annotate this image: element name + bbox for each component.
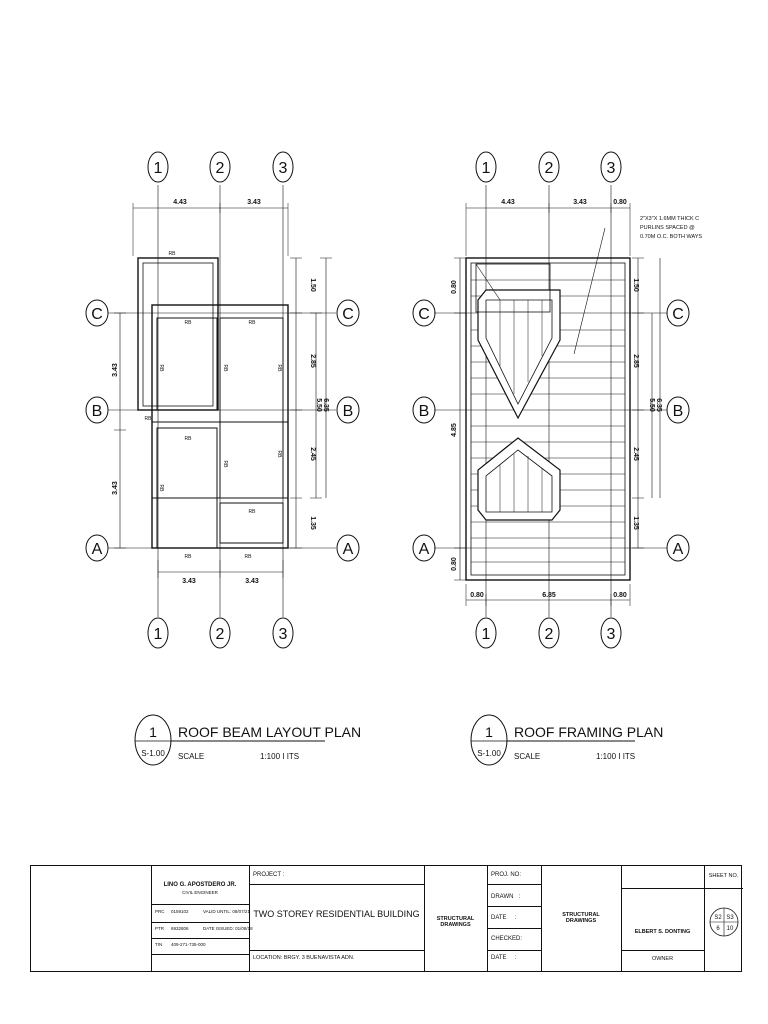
sheet-ref: S-1.00: [477, 749, 501, 758]
valid-until: VALID UNTIL: 08/07/21: [203, 909, 250, 914]
dim-label: 0.80: [451, 280, 458, 294]
grid-label: 3: [606, 626, 616, 643]
drawn: DRAWN :: [491, 894, 521, 900]
scale-value: 1:100 I ITS: [596, 752, 636, 761]
grid-label: 1: [153, 160, 163, 177]
prc-value: 0159102: [171, 909, 189, 914]
grid-label: 3: [278, 160, 288, 177]
owner-name: ELBERT S. DONTING: [634, 929, 691, 935]
project-location: LOCATION: BRGY. 3 BUENAVISTA ADN.: [253, 955, 355, 961]
project-label: PROJECT :: [253, 872, 285, 878]
dim-label: 1.50: [309, 278, 316, 292]
grid-label: 1: [481, 626, 491, 643]
beam-label: RB: [222, 460, 228, 468]
grid-label: A: [342, 541, 354, 558]
grid-label: B: [91, 403, 103, 420]
dim-label: 0.80: [613, 592, 627, 599]
beam-label: RB: [184, 436, 192, 442]
dim-label: 5.50: [648, 398, 655, 412]
dim-label: 1.35: [309, 516, 316, 530]
beam-label: RB: [184, 320, 192, 326]
beam-label: RB: [244, 554, 252, 560]
left-title-callout: [135, 715, 361, 765]
sheet-ref: S-1.00: [141, 749, 165, 758]
dim-label: 3.43: [247, 199, 261, 206]
grid-label: C: [418, 306, 430, 323]
dim-label: 3.43: [573, 199, 587, 206]
purlin-note: [640, 216, 702, 240]
dim-label: 0.80: [470, 592, 484, 599]
dim-label: 1.35: [632, 516, 639, 530]
left-plan-labels: [91, 160, 354, 643]
scale-value: 1:100 I ITS: [260, 752, 300, 761]
grid-label: 3: [278, 626, 288, 643]
grid-label: 2: [544, 626, 554, 643]
grid-label: C: [342, 306, 354, 323]
beam-label: RB: [276, 364, 282, 372]
dim-label: 2.45: [309, 447, 316, 461]
ptr-label: PTR: [155, 926, 164, 931]
beam-label: RB: [144, 416, 152, 422]
dim-label: 6.35: [322, 398, 329, 412]
plan-title: ROOF BEAM LAYOUT PLAN: [178, 724, 362, 740]
dim-label: 4.85: [451, 423, 458, 437]
sheet-bottom-right: 10: [726, 926, 734, 932]
title-block: [30, 865, 742, 972]
date: DATE :: [491, 915, 517, 921]
beam-label: RB: [168, 251, 176, 257]
dim-label: 0.80: [451, 557, 458, 571]
note-line: 2"X3"X 1.6MM THICK C: [640, 216, 700, 222]
beam-label: RB: [158, 364, 164, 372]
dim-label: 3.43: [112, 481, 119, 495]
sheet-top-left: S2: [714, 915, 722, 921]
dim-label: 4.43: [501, 199, 515, 206]
detail-number: 1: [149, 724, 157, 740]
grid-label: B: [342, 403, 354, 420]
grid-label: B: [672, 403, 684, 420]
date-issued: DATE ISSUED: 01/08/18: [203, 926, 253, 931]
beam-label: RB: [276, 450, 282, 458]
grid-label: C: [91, 306, 103, 323]
grid-label: B: [418, 403, 430, 420]
beam-label: RB: [222, 364, 228, 372]
grid-label: A: [418, 541, 430, 558]
grid-label: 2: [544, 160, 554, 177]
project-name: TWO STOREY RESIDENTIAL BUILDING: [253, 909, 420, 919]
dim-label: 6.85: [542, 592, 556, 599]
dim-label: 2.85: [309, 354, 316, 368]
grid-label: 2: [215, 626, 225, 643]
grid-label: 2: [215, 160, 225, 177]
ptr-value: 6932806: [171, 926, 189, 931]
grid-label: C: [672, 306, 684, 323]
checked: CHECKED:: [491, 936, 523, 942]
sheet-number-badge: [708, 906, 740, 938]
beam-label: RB: [248, 320, 256, 326]
sheet-top-right: S3: [726, 915, 734, 921]
dim-label: 3.43: [112, 363, 119, 377]
prc-label: PRC: [155, 909, 165, 914]
sheet-no-label: SHEET NO.: [708, 873, 739, 879]
dim-label: 1.50: [632, 278, 639, 292]
dim-label: 2.45: [632, 447, 639, 461]
drawings-label: STRUCTURAL DRAWINGS: [436, 916, 475, 929]
engineer-title: CIVIL ENGINEER: [182, 890, 218, 895]
detail-number: 1: [485, 724, 493, 740]
date: DATE :: [491, 955, 517, 961]
grid-label: 1: [481, 160, 491, 177]
grid-label: A: [672, 541, 684, 558]
scale-label: SCALE: [514, 752, 541, 761]
dim-label: 6.35: [655, 398, 662, 412]
grid-label: 3: [606, 160, 616, 177]
engineer-name: LINO G. APOSTDERO JR.: [163, 882, 237, 888]
grid-label: A: [91, 541, 103, 558]
right-title-callout: [471, 715, 663, 765]
right-plan-labels: [418, 160, 684, 643]
note-line: 0.70M O.C. BOTH WAYS: [640, 234, 703, 240]
dim-label: 4.43: [173, 199, 187, 206]
dim-label: 0.80: [613, 199, 627, 206]
beam-label: RB: [158, 484, 164, 492]
drawings-label: STRUCTURAL DRAWINGS: [562, 912, 600, 925]
note-line: PURLINS SPACED @: [640, 225, 695, 231]
dim-label: 2.85: [632, 354, 639, 368]
scale-label: SCALE: [178, 752, 205, 761]
tin-label: TIN: [155, 942, 163, 947]
sheet-bottom-left: 6: [716, 926, 720, 932]
beam-label: RB: [248, 509, 256, 515]
proj-no: PROJ. NO:: [491, 872, 522, 878]
dim-label: 3.43: [182, 578, 196, 585]
grid-label: 1: [153, 626, 163, 643]
tin-value: 409-271-735-000: [171, 942, 206, 947]
dim-label: 3.43: [245, 578, 259, 585]
plan-title: ROOF FRAMING PLAN: [514, 724, 664, 740]
dim-label: 5.50: [315, 398, 322, 412]
owner-label: OWNER: [651, 956, 674, 962]
beam-label: RB: [184, 554, 192, 560]
